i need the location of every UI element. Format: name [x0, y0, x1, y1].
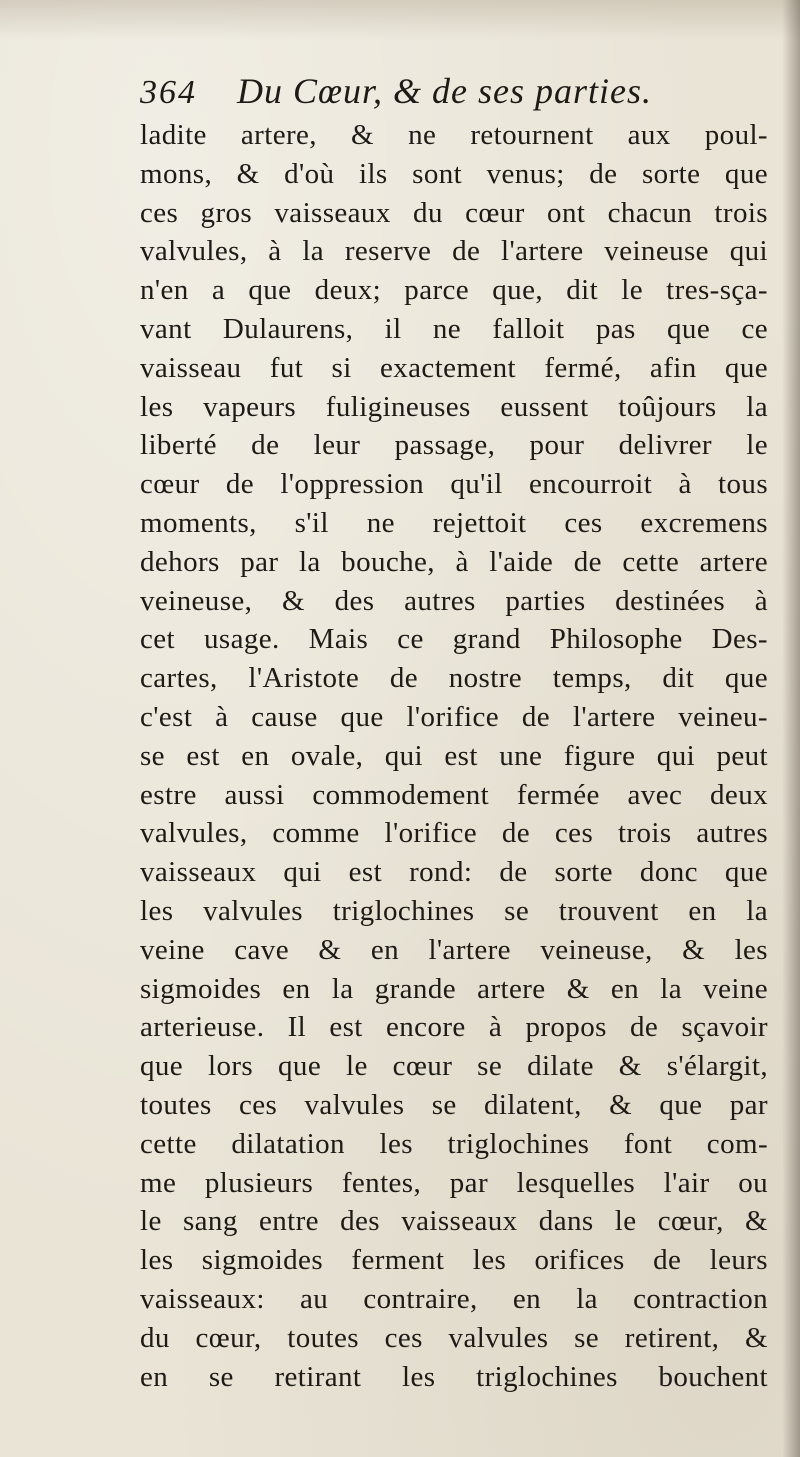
- text-line: valvules, à la reserve de l'artere veineuse qui: [140, 235, 768, 268]
- page-number: 364: [140, 74, 197, 111]
- text-line: vaisseau fut si exactement fermé, afin que: [140, 351, 768, 384]
- text-line: sigmoides en la grande artere & en la veine: [140, 972, 768, 1005]
- text-line: veine cave & en l'artere veineuse, & les: [140, 933, 768, 966]
- text-line: les sigmoides ferment les orifices de leurs: [140, 1244, 768, 1277]
- text-line: arterieuse. Il est encore à propos de sçavoir: [140, 1011, 768, 1044]
- text-line: cartes, l'Aristote de nostre temps, dit que: [140, 662, 768, 695]
- text-line: ladite artere, & ne retournent aux poul-: [140, 119, 768, 151]
- text-line: en se retirant les triglochines bouchent: [140, 1360, 768, 1393]
- text-line: les valvules triglochines se trouvent en la: [140, 894, 768, 927]
- text-line: c'est à cause que l'orifice de l'artere veineu-: [140, 700, 768, 733]
- text-line: cet usage. Mais ce grand Philosophe Des-: [140, 623, 768, 656]
- page-fold-shadow: [0, 0, 800, 40]
- text-line: estre aussi commodement fermée avec deux: [140, 778, 768, 811]
- gutter-shadow: [782, 0, 800, 1457]
- text-line: du cœur, toutes ces valvules se retirent, &: [140, 1321, 768, 1354]
- text-line: vaisseaux: au contraire, en la contraction: [140, 1282, 768, 1315]
- text-line: se est en ovale, qui est une figure qui peut: [140, 739, 768, 772]
- text-line: mons, & d'où ils sont venus; de sorte que: [140, 157, 768, 190]
- text-line: moments, s'il ne rejettoit ces excremens: [140, 506, 768, 539]
- text-line: vaisseaux qui est rond: de sorte donc que: [140, 856, 768, 889]
- text-line: vant Dulaurens, il ne falloit pas que ce: [140, 312, 768, 345]
- text-line: liberté de leur passage, pour delivrer le: [140, 429, 768, 462]
- text-line: ces gros vaisseaux du cœur ont chacun trois: [140, 196, 768, 229]
- text-line: cœur de l'oppression qu'il encourroit à tous: [140, 468, 768, 501]
- text-line: le sang entre des vaisseaux dans le cœur, &: [140, 1205, 768, 1238]
- running-title: Du Cœur, & de ses parties.: [237, 71, 653, 111]
- text-line: me plusieurs fentes, par lesquelles l'air ou: [140, 1166, 768, 1199]
- body-text: [140, 116, 768, 1396]
- text-line: valvules, comme l'orifice de ces trois autres: [140, 817, 768, 850]
- text-line: n'en a que deux; parce que, dit le tres-sça-: [140, 274, 768, 307]
- text-line: cette dilatation les triglochines font com-: [140, 1127, 768, 1160]
- text-line: les vapeurs fuligineuses eussent toûjours la: [140, 390, 768, 423]
- page-header: [140, 70, 740, 114]
- text-line: que lors que le cœur se dilate & s'élargit,: [140, 1050, 768, 1083]
- text-line: toutes ces valvules se dilatent, & que par: [140, 1088, 768, 1121]
- text-line: dehors par la bouche, à l'aide de cette artere: [140, 545, 768, 578]
- text-line: veineuse, & des autres parties destinées à: [140, 584, 768, 617]
